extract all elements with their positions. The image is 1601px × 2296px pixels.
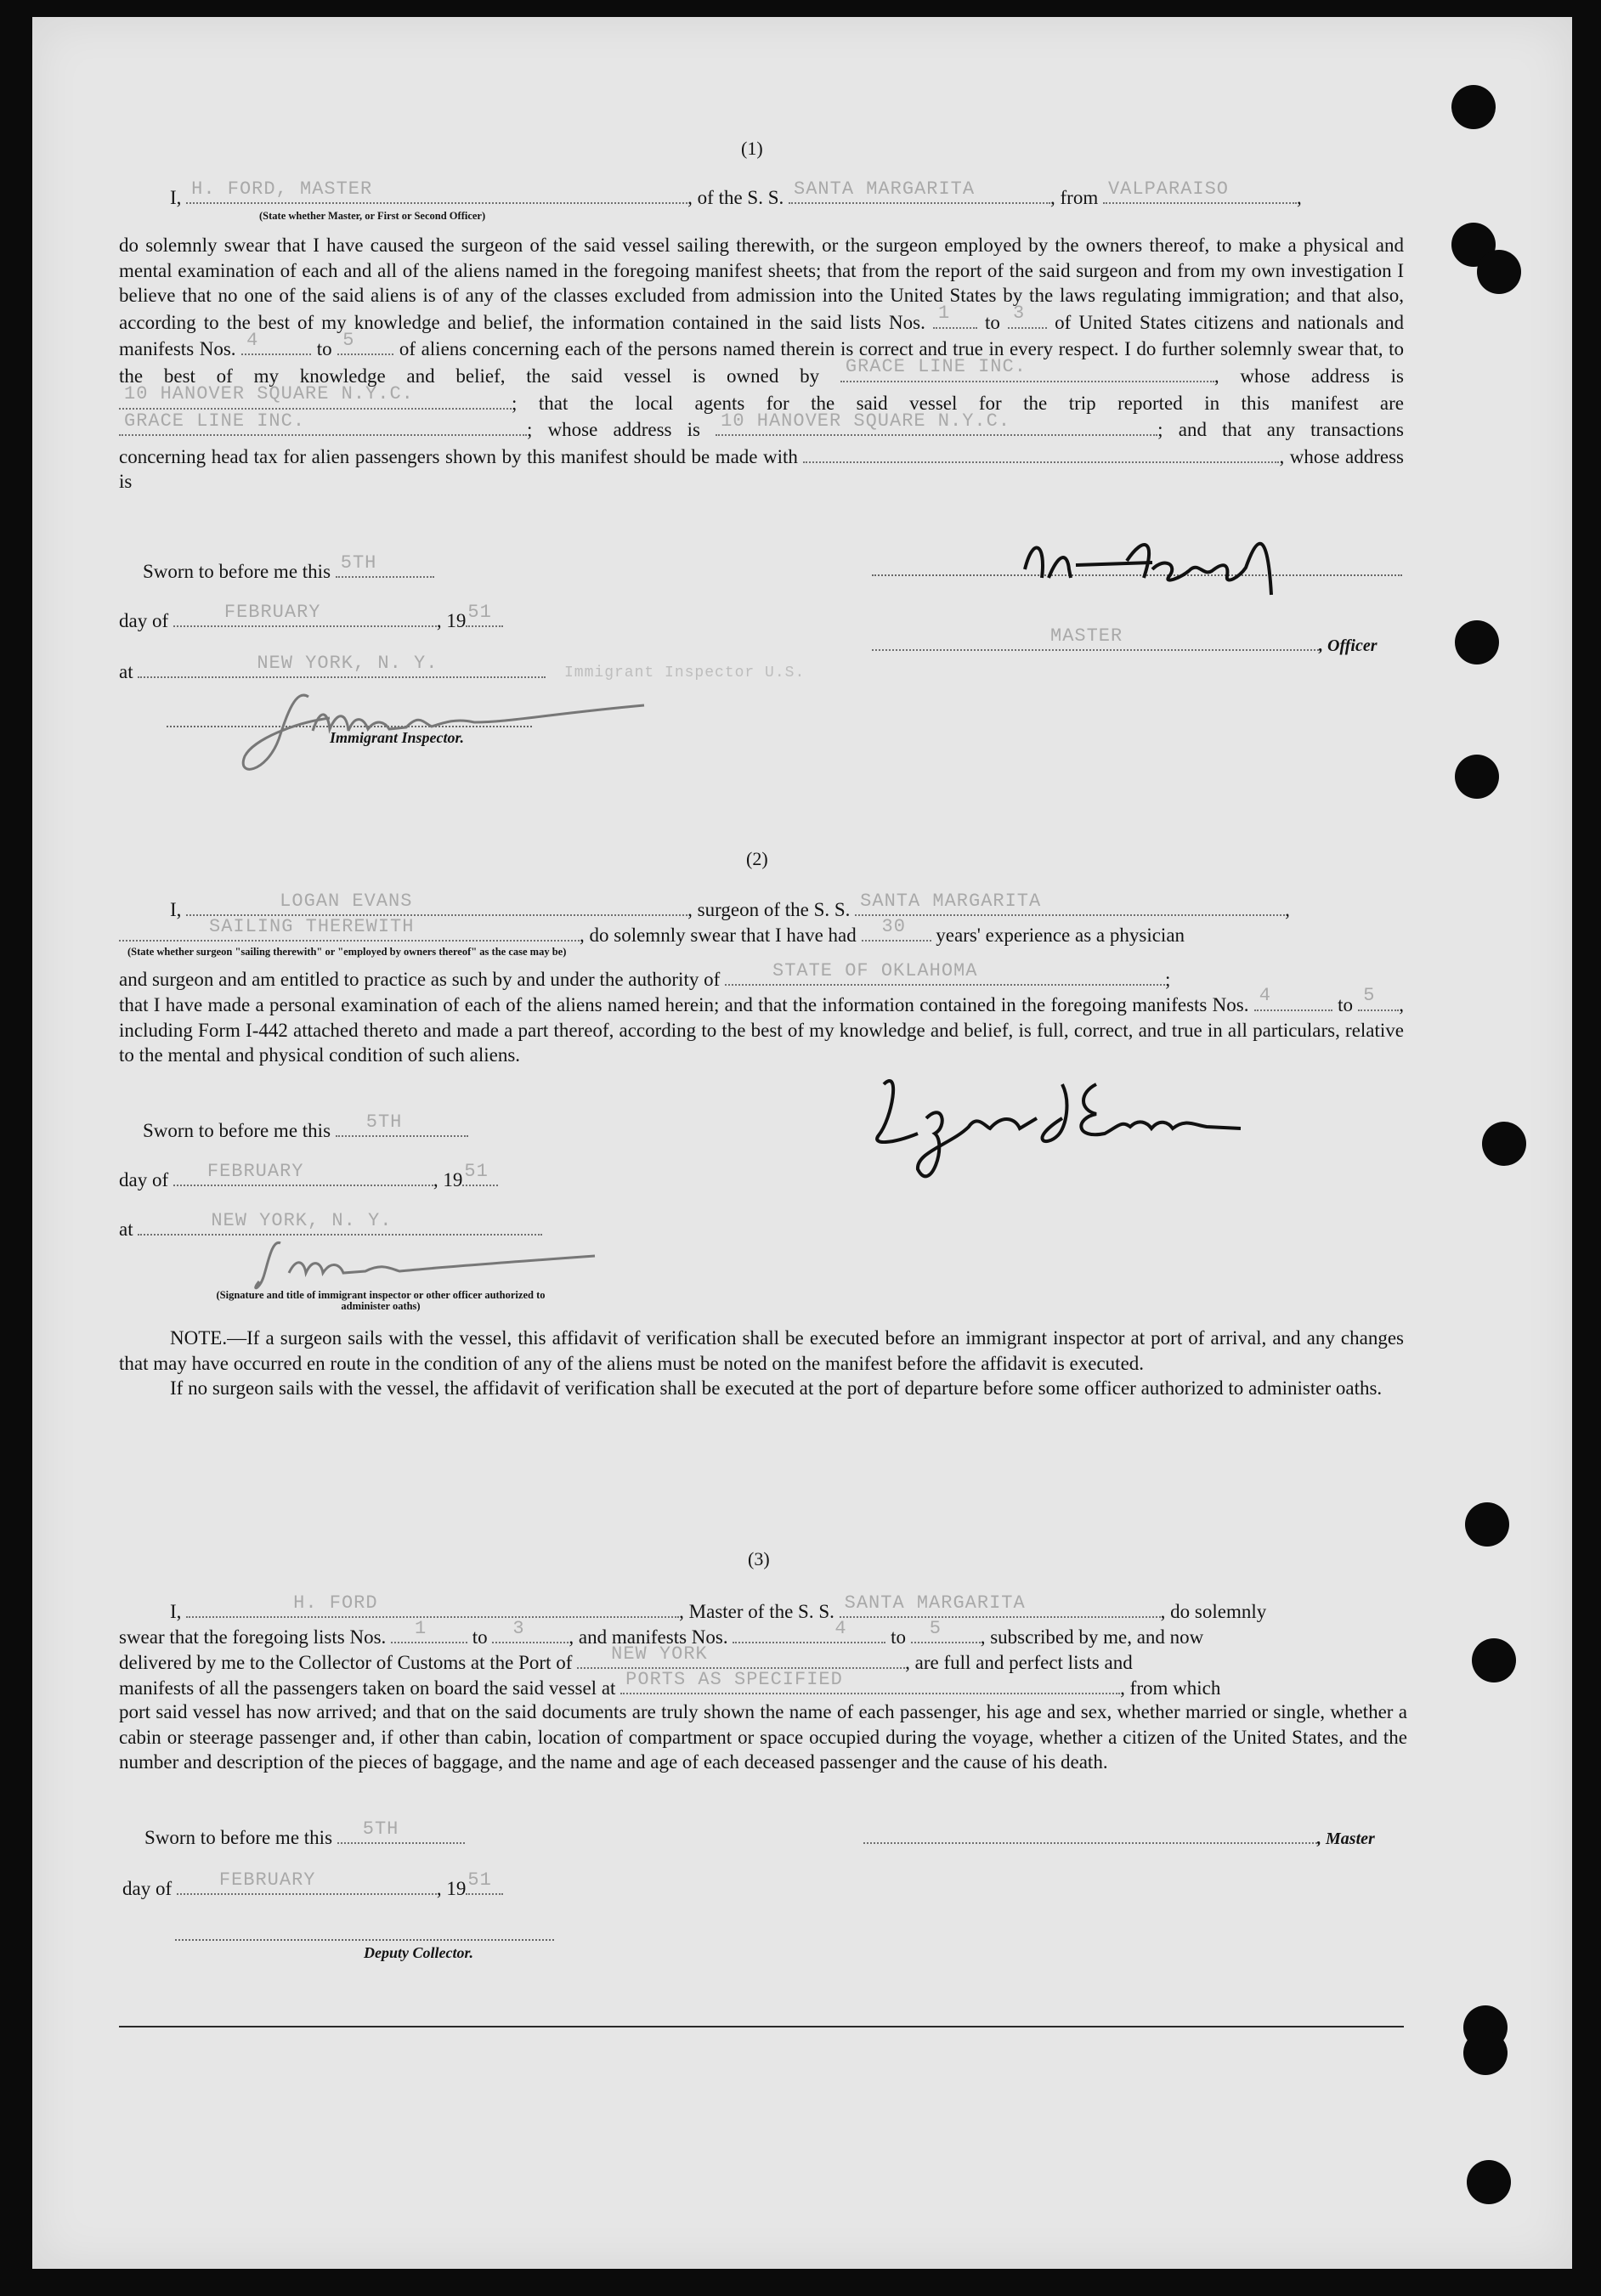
punch-hole (1451, 85, 1496, 129)
s2-at-line (119, 1209, 542, 1242)
s1-p1-text: do solemnly swear that I have caused the surgeon of the said vessel sailing therewith, or the surgeon employed by the owners thereof, to make a physical and mental examination of each and all of the aliens named in the foregoing manifest sheets; that from the report of the said surgeon and from my own investigation I believe that no one of the said aliens is of any of the classes excluded from admission into the United States by the laws regulating immigration; and that also, according to the best of my knowledge and belief, the information contained in the said lists Nos. (119, 235, 1404, 333)
master-signature-drawing (1016, 518, 1305, 612)
surgeon-signature-drawing (867, 1067, 1275, 1212)
surgeon-name-value: LOGAN EVANS (280, 890, 413, 912)
year-value: 51 (467, 601, 492, 623)
punch-hole (1463, 2031, 1508, 2075)
whose-address-label-2: whose address is (547, 419, 700, 441)
note-p2 (119, 1376, 1404, 1401)
do-solemnly-label: , do solemnly (1160, 1601, 1267, 1622)
s2-man-from-field (1254, 985, 1332, 1011)
punch-hole (1477, 250, 1521, 294)
section-1-number: (1) (741, 138, 763, 159)
s3-master-sign-line (863, 1824, 1375, 1852)
s1-p2a: of United States citizens and nationals and manifests Nos. (119, 311, 1405, 360)
owner-field (840, 356, 1214, 382)
s3-rest-text: port said vessel has now arrived; and that on the said documents are truly shown the name of each passenger, his age and sex, whether married or single, whether a cabin or steerage passenger and, if other than cabin, location of compartment or space occupied during the voyage, whether a citizen of the United States, and the number and description of the pieces of baggage, and the name and age of each deceased passenger and the cause of his death. (119, 1701, 1407, 1773)
punch-hole (1455, 620, 1499, 664)
note-paragraph (119, 1326, 1404, 1401)
s3-day-of-line (122, 1869, 503, 1902)
s1-p4: ; and that any transactions concerning head tax for alien passengers shown by this manifest should be made with (119, 419, 1405, 467)
year-value: 51 (464, 1160, 489, 1182)
whose-address-end: , whose address is (119, 445, 1405, 493)
ship-field (789, 178, 1050, 204)
month-field (173, 1160, 433, 1186)
years-field (862, 915, 931, 942)
s3-ship-field (840, 1592, 1161, 1618)
sworn-label: Sworn to before me this (143, 1120, 331, 1141)
agents-address-field (716, 410, 1157, 436)
day-of-label: day of (122, 1878, 173, 1899)
year-field (466, 601, 503, 627)
owner-address-value: 10 HANOVER SQUARE N.Y.C. (124, 382, 414, 404)
agents-value: GRACE LINE INC. (124, 410, 306, 432)
port-value: NEW YORK (611, 1643, 708, 1665)
s1-p2b: of aliens concerning each of the persons named therein is correct and true in every respect. I do further solemnly swear that, to the best of my knowledge and belief, the said vessel is owned by (119, 338, 1404, 387)
sworn-day-value: 5TH (362, 1818, 399, 1840)
comma: , (1296, 187, 1302, 208)
ports-value: PORTS AS SPECIFIED (625, 1668, 843, 1690)
manifests-from-field (241, 329, 311, 355)
sworn-day-value: 5TH (340, 551, 377, 574)
master-label: , Master (1317, 1829, 1375, 1848)
comma: , (1285, 899, 1290, 920)
port-from-field (1103, 178, 1297, 204)
owner-value: GRACE LINE INC. (845, 356, 1027, 378)
s2-inspector-signature (255, 1239, 612, 1303)
head-tax-field (803, 443, 1279, 463)
s2-p2b: , including Form I-442 attached thereto and made a part thereof, according to the best of my knowledge and belief, is full, correct, and true in all particulars, relative to the mental and physical condition of such aliens. (119, 994, 1404, 1066)
punch-hole (1455, 755, 1499, 799)
at-label: at (119, 1219, 133, 1240)
master-value: H. FORD, MASTER (191, 178, 373, 200)
inspector-signature-drawing (228, 680, 653, 782)
year-field (462, 1160, 498, 1186)
section-1-paragraph (119, 233, 1404, 495)
section-3-number: (3) (748, 1548, 770, 1569)
s3-line1 (170, 1592, 1267, 1625)
owner-address-field (119, 382, 512, 410)
bottom-rule (119, 2026, 1404, 2027)
sailing-field (119, 915, 580, 942)
month-field (177, 1869, 437, 1895)
s3-master-value: H. FORD (293, 1592, 378, 1614)
month-value: FEBRUARY (218, 1869, 316, 1891)
to-word: to (316, 338, 332, 360)
s3-l3a: delivered by me to the Collector of Customs at the Port of (119, 1652, 573, 1673)
master-field (186, 178, 687, 204)
port-from-value: VALPARAISO (1107, 178, 1230, 200)
officer-label: , Officer (1319, 636, 1378, 655)
month-value: FEBRUARY (206, 1160, 304, 1182)
s3-man-to-field (911, 1617, 981, 1643)
sig-note: (Signature and title of immigrant inspector or other officer authorized to administer oaths) (216, 1289, 546, 1312)
surgeon-of-label: , surgeon of the S. S. (687, 899, 851, 920)
year-field (466, 1869, 503, 1895)
s2-day-of-line (119, 1160, 498, 1193)
s3-master-field (186, 1592, 679, 1618)
agents-address-value: 10 HANOVER SQUARE N.Y.C. (721, 410, 1011, 432)
inspector-signature (228, 680, 653, 786)
s3-sworn-line (144, 1818, 465, 1851)
manifests-from-value: 4 (246, 329, 259, 351)
port-field (577, 1643, 905, 1669)
to-word: to (472, 1626, 488, 1648)
punch-hole (1467, 2160, 1511, 2204)
sworn-label: Sworn to before me this (144, 1827, 333, 1848)
years-exp-label: years' experience as a physician (936, 925, 1185, 946)
lists-from-field (933, 303, 977, 329)
sworn-label: Sworn to before me this (143, 561, 331, 582)
place-value: NEW YORK, N. Y. (211, 1209, 393, 1231)
faint-stamp: Immigrant Inspector U.S. (564, 664, 806, 681)
s2-man-to-field (1358, 985, 1399, 1011)
to-word: to (985, 311, 1000, 333)
section-2-paragraph (119, 985, 1404, 1068)
s3-lists-to-field (492, 1617, 569, 1643)
s2-p (119, 985, 1404, 1068)
note2-text: If no surgeon sails with the vessel, the affidavit of verification shall be executed at the port of departure before some officer authorized to administer oaths. (170, 1377, 1383, 1400)
s1-day-of-line (119, 601, 503, 634)
intro-i: I, (170, 1601, 182, 1622)
sworn-day-value: 5TH (365, 1111, 403, 1133)
authority-field (725, 959, 1165, 986)
lists-from-value: 1 (937, 303, 951, 325)
to-word: to (891, 1626, 906, 1648)
surgeon-name-field (186, 890, 687, 916)
s3-lists-from-value: 1 (415, 1617, 427, 1639)
s2-p1: that I have made a personal examination of each of the aliens named herein; and that the information contained in the (119, 994, 1046, 1015)
s3-l4b: , from which (1120, 1677, 1221, 1699)
ship-value: SANTA MARGARITA (794, 178, 976, 200)
s2-inspector-signature-drawing (255, 1239, 612, 1298)
at-label: at (119, 661, 133, 682)
from-label: , from (1050, 187, 1099, 208)
semicolon: ; (527, 419, 533, 441)
s3-man-from-field (733, 1617, 885, 1643)
s1-p1 (119, 233, 1404, 495)
place-field (138, 652, 546, 678)
s3-man-from-value: 4 (834, 1617, 847, 1639)
s3-rest-paragraph (119, 1699, 1407, 1775)
s3-ship-value: SANTA MARGARITA (844, 1592, 1026, 1614)
state-note: (State whether surgeon "sailing therewith" or "employed by owners thereof" as the case may be) (127, 946, 567, 958)
section-2-number: (2) (746, 848, 768, 869)
surgeon-signature (867, 1067, 1275, 1216)
swear-had-label: , do solemnly swear that I have had (580, 925, 857, 946)
sworn-day-field (336, 551, 434, 578)
note-text: —If a surgeon sails with the vessel, this affidavit of verification shall be executed before an immigrant inspector at port of arrival, and any changes that may have occurred en route in the condition of any of the aliens must be noted on the manifest before the affidavit is executed. (119, 1327, 1404, 1374)
place-field (138, 1209, 542, 1236)
s1-p3: ; that the local agents for the said vessel for the trip reported in this manifest are (512, 392, 1404, 414)
year-prefix: , 19 (433, 1169, 463, 1190)
s2-man-from-value: 4 (1259, 985, 1271, 1007)
s2-sworn-line (143, 1111, 468, 1144)
officer-field (872, 625, 1319, 651)
s3-line4 (119, 1668, 1221, 1701)
section-1-intro-line (170, 178, 1302, 211)
sworn-day-field (336, 1111, 468, 1137)
lists-to-field (1008, 303, 1047, 329)
s2-ship-value: SANTA MARGARITA (860, 890, 1042, 912)
s3-l2b: , and manifests Nos. (569, 1626, 728, 1648)
officer-line (872, 625, 1378, 659)
month-field (173, 601, 437, 627)
s3-l3b: , are full and perfect lists and (905, 1652, 1133, 1673)
punch-hole (1482, 1122, 1526, 1166)
year-prefix: , 19 (436, 1878, 467, 1899)
master-signature (1016, 518, 1305, 616)
s3-l4a: manifests of all the passengers taken on board the said vessel at (119, 1677, 616, 1699)
note-label: NOTE. (170, 1327, 228, 1349)
day-of-label: day of (119, 1169, 169, 1190)
s2-p2a: foregoing manifests Nos. (1050, 994, 1249, 1015)
s2-ship-field (855, 890, 1285, 916)
sworn-day-field (337, 1818, 465, 1844)
to-word: to (1338, 994, 1353, 1015)
s3-man-to-value: 5 (929, 1617, 942, 1639)
s2-line2 (119, 915, 1185, 948)
of-ss-label: , of the S. S. (687, 187, 784, 208)
s3-l2c: , subscribed by me, and now (980, 1626, 1204, 1648)
punch-hole (1465, 1502, 1509, 1547)
years-value: 30 (881, 915, 906, 937)
agents-field (119, 410, 527, 436)
manifests-to-value: 5 (342, 329, 355, 351)
intro-i: I, (170, 187, 182, 208)
lists-to-value: 3 (1013, 303, 1026, 325)
s3-rest (119, 1699, 1407, 1775)
whose-address-label: , whose address is (1213, 365, 1405, 387)
place-value: NEW YORK, N. Y. (257, 652, 438, 674)
s3-lists-to-value: 3 (512, 1617, 525, 1639)
s3-l2a: swear that the foregoing lists Nos. (119, 1626, 387, 1648)
semicolon: ; (1165, 969, 1171, 990)
master-of-label: , Master of the S. S. (679, 1601, 834, 1622)
sailing-value: SAILING THEREWITH (209, 915, 415, 937)
year-value: 51 (467, 1869, 492, 1891)
month-value: FEBRUARY (223, 601, 321, 623)
authority-value: STATE OF OKLAHOMA (772, 959, 978, 981)
manifests-to-field (337, 329, 393, 355)
officer-value: MASTER (1050, 625, 1123, 647)
year-prefix: , 19 (436, 610, 467, 631)
s2-authority-line (119, 959, 1171, 992)
s1-sworn-line (143, 551, 434, 585)
s3-lists-from-field (391, 1617, 467, 1643)
punch-hole (1472, 1638, 1516, 1682)
intro-i: I, (170, 899, 182, 920)
master-sign-field (863, 1824, 1317, 1844)
officer-note: (State whether Master, or First or Second Officer) (259, 210, 486, 222)
inspector-label: Immigrant Inspector. (330, 729, 465, 746)
authority-label: and surgeon and am entitled to practice as such by and under the authority of (119, 969, 721, 990)
note-p1 (119, 1326, 1404, 1376)
deputy-label: Deputy Collector. (364, 1944, 473, 1961)
s2-man-to-value: 5 (1363, 985, 1376, 1007)
ports-field (620, 1668, 1120, 1694)
deputy-line (175, 1939, 554, 1941)
day-of-label: day of (119, 610, 169, 631)
